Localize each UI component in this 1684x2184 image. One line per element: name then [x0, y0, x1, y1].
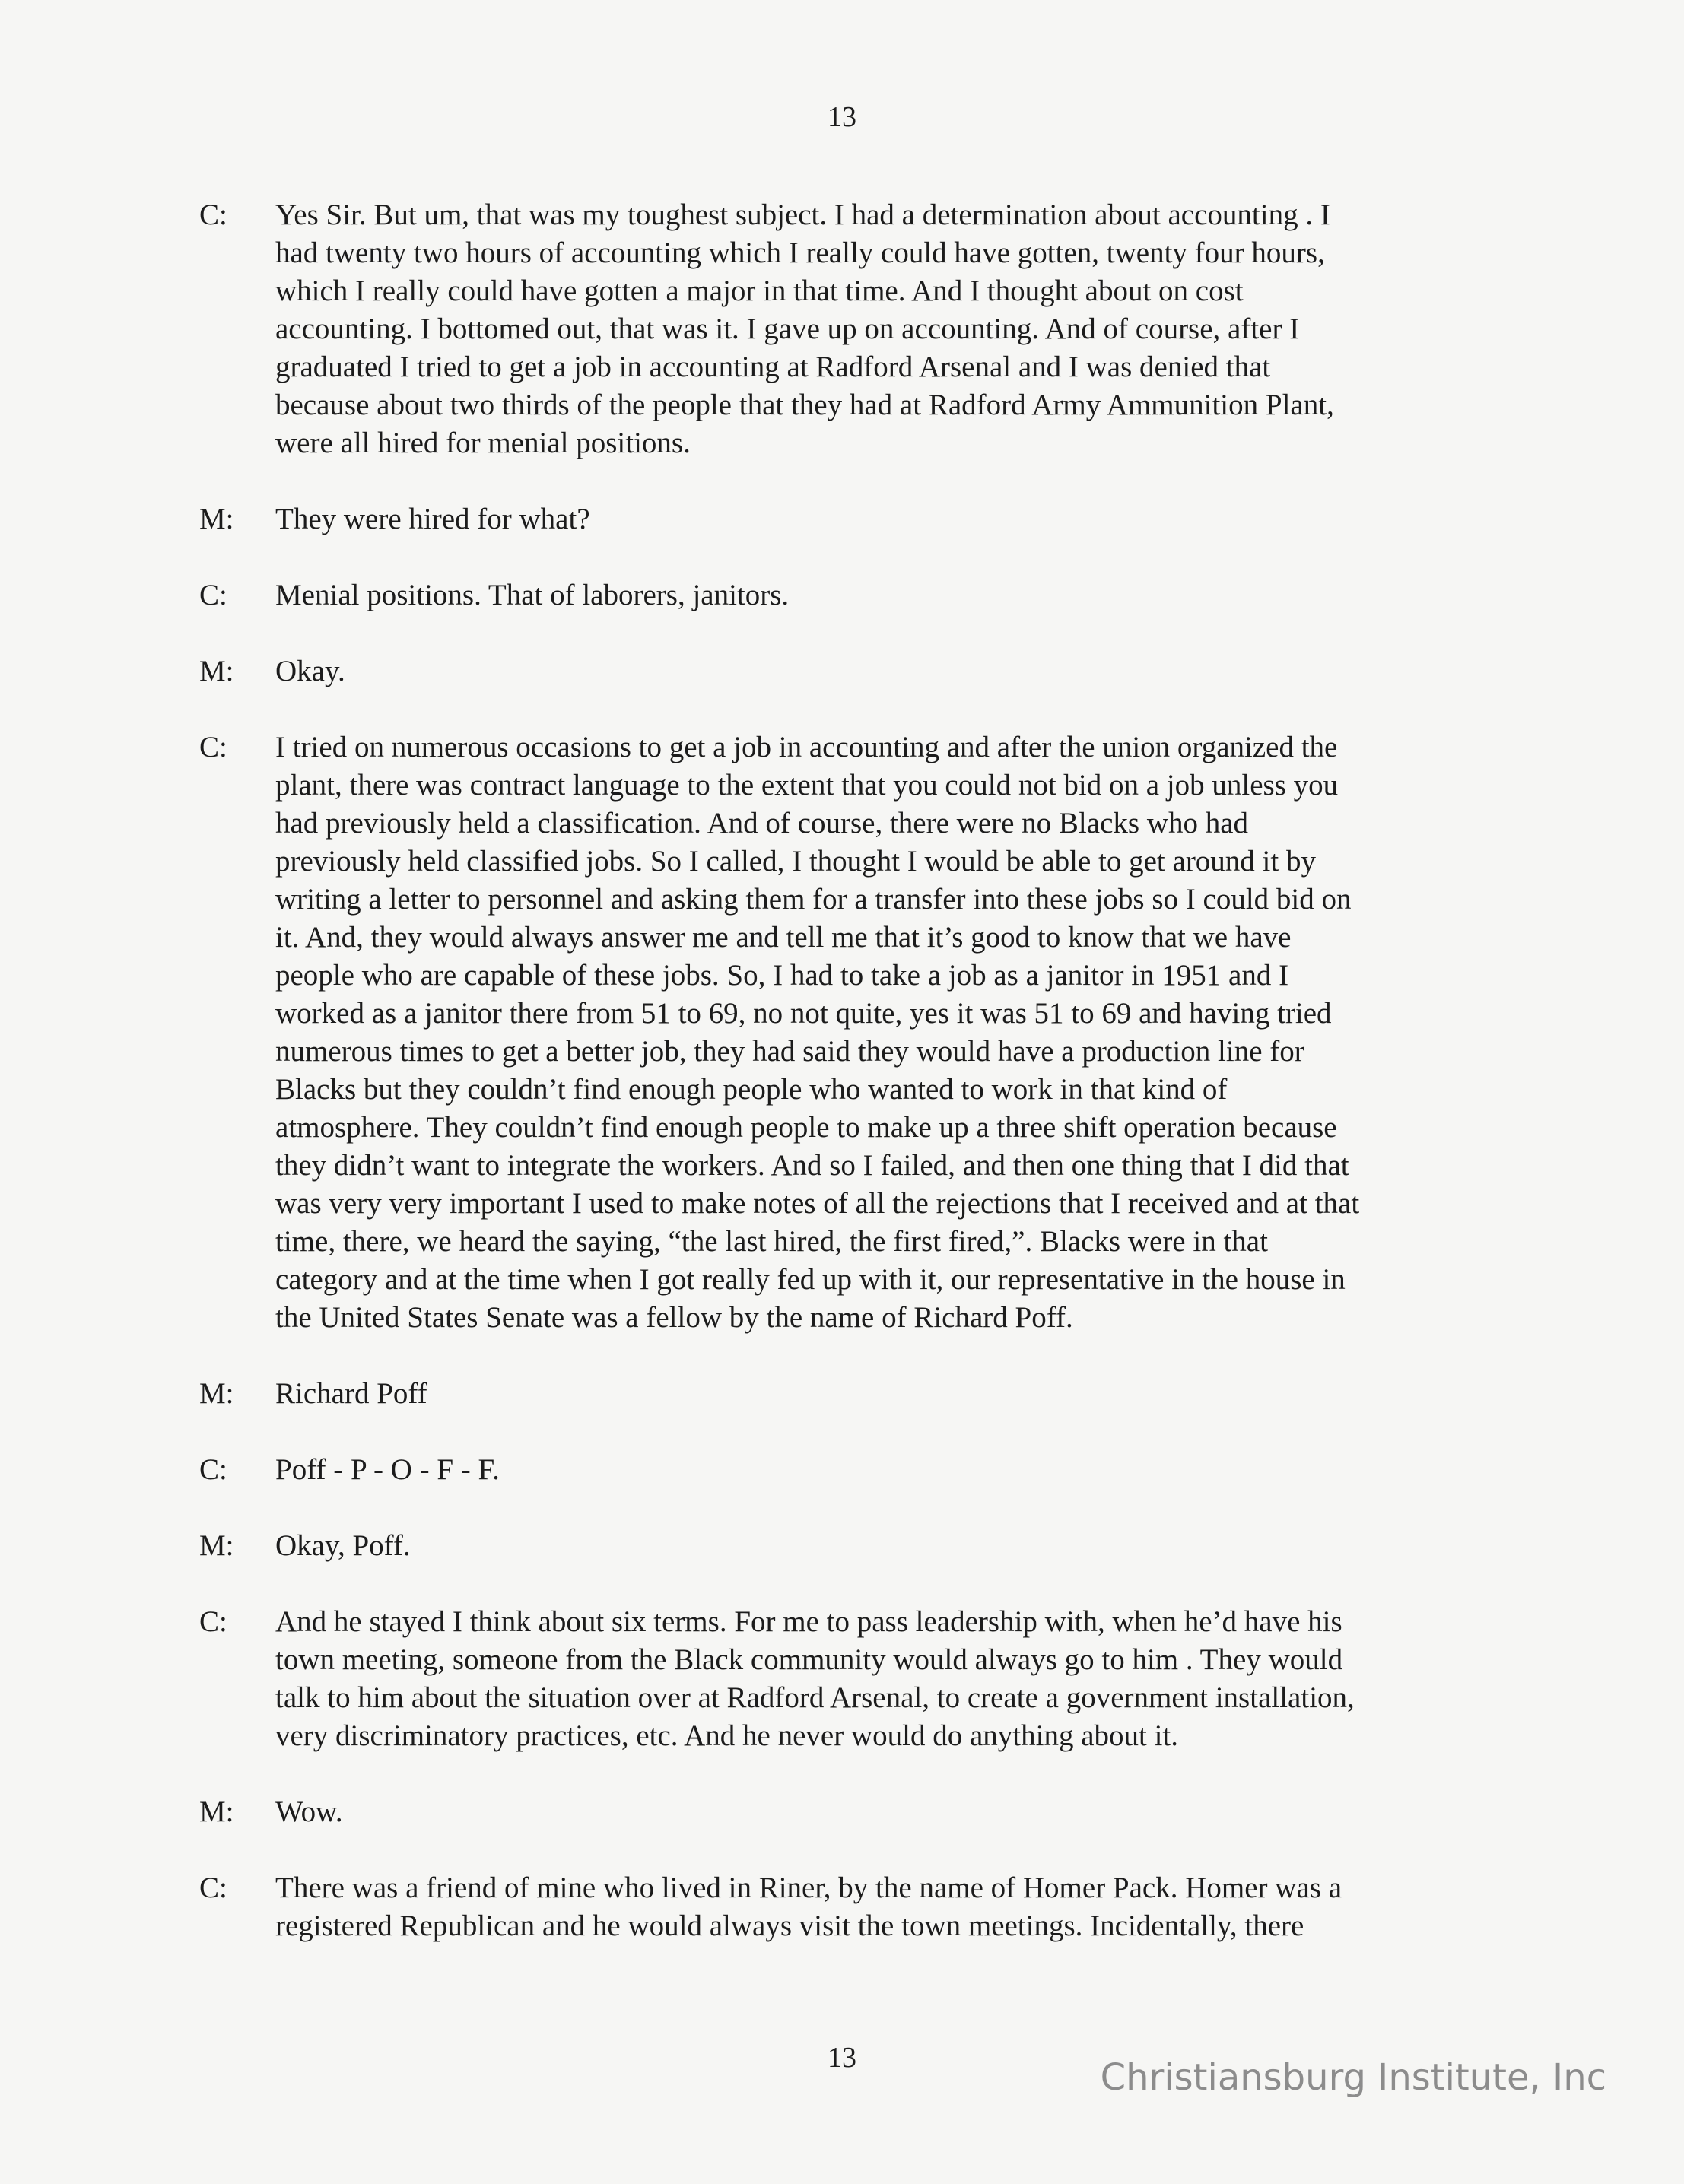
- transcript-turn: [199, 576, 1508, 614]
- utterance-line: numerous times to get a better job, they had said they would have a production line for: [275, 1035, 1304, 1068]
- transcript-turn: [199, 1869, 1508, 1945]
- speaker-label: C:: [199, 1605, 227, 1638]
- utterance-line: which I really could have gotten a major in that time. And I thought about on cost: [275, 275, 1244, 307]
- utterance: [275, 196, 1508, 462]
- watermark: Christiansburg Institute, Inc: [1100, 2056, 1606, 2099]
- speaker-label: C:: [199, 1871, 227, 1904]
- transcript-turn: [199, 196, 1508, 462]
- page-number-top: 13: [828, 101, 856, 133]
- utterance-line: Menial positions. That of laborers, janitors.: [275, 579, 790, 611]
- utterance-line: And he stayed I think about six terms. For me to pass leadership with, when he’d have his: [275, 1605, 1342, 1638]
- transcript-turn: [199, 1793, 1508, 1831]
- utterance: [275, 652, 1508, 690]
- utterance: [275, 500, 1508, 538]
- utterance-line: town meeting, someone from the Black community would always go to him . They would: [275, 1643, 1343, 1676]
- turn-spacer: [199, 1755, 1508, 1793]
- speaker-label: M:: [199, 1795, 234, 1828]
- utterance: [275, 729, 1508, 1337]
- utterance: [275, 1527, 1508, 1565]
- utterance: [275, 1793, 1508, 1831]
- transcript: [199, 196, 1508, 1945]
- utterance: [275, 1375, 1508, 1413]
- transcript-turn: [199, 1603, 1508, 1755]
- transcript-turn: [199, 652, 1508, 690]
- utterance-line: Richard Poff: [275, 1377, 427, 1410]
- speaker-label: M:: [199, 1529, 234, 1562]
- utterance-line: the United States Senate was a fellow by the name of Richard Poff.: [275, 1301, 1073, 1334]
- speaker-label: C:: [199, 198, 227, 231]
- utterance-line: plant, there was contract language to the extent that you could not bid on a job unless you: [275, 769, 1339, 802]
- turn-spacer: [199, 1565, 1508, 1603]
- transcript-turn: [199, 1451, 1508, 1489]
- utterance-line: I tried on numerous occasions to get a job in accounting and after the union organized the: [275, 731, 1338, 763]
- utterance-line: Okay.: [275, 655, 345, 687]
- utterance-line: atmosphere. They couldn’t find enough people to make up a three shift operation because: [275, 1111, 1337, 1144]
- turn-spacer: [199, 1489, 1508, 1527]
- utterance-line: graduated I tried to get a job in accounting at Radford Arsenal and I was denied that: [275, 351, 1271, 383]
- turn-spacer: [199, 1413, 1508, 1451]
- utterance-line: writing a letter to personnel and asking them for a transfer into these jobs so I could bid on: [275, 883, 1352, 916]
- utterance: [275, 576, 1508, 614]
- utterance-line: registered Republican and he would always visit the town meetings. Incidentally, there: [275, 1909, 1304, 1942]
- utterance-line: talk to him about the situation over at Radford Arsenal, to create a government installation,: [275, 1681, 1355, 1714]
- utterance-line: There was a friend of mine who lived in Riner, by the name of Homer Pack. Homer was a: [275, 1871, 1342, 1904]
- page-number-bottom: 13: [828, 2042, 856, 2074]
- utterance-line: Blacks but they couldn’t find enough people who wanted to work in that kind of: [275, 1073, 1228, 1106]
- utterance-line: accounting. I bottomed out, that was it. I gave up on accounting. And of course, after I: [275, 313, 1300, 345]
- utterance-line: Yes Sir. But um, that was my toughest subject. I had a determination about accounting . I: [275, 198, 1330, 231]
- utterance-line: had twenty two hours of accounting which I really could have gotten, twenty four hours,: [275, 236, 1325, 269]
- utterance-line: because about two thirds of the people that they had at Radford Army Ammunition Plant,: [275, 389, 1334, 421]
- speaker-label: C:: [199, 579, 227, 611]
- utterance-line: time, there, we heard the saying, “the last hired, the first fired,”. Blacks were in that: [275, 1225, 1268, 1258]
- turn-spacer: [199, 462, 1508, 500]
- utterance: [275, 1603, 1508, 1755]
- speaker-label: M:: [199, 503, 234, 535]
- utterance-line: very discriminatory practices, etc. And he never would do anything about it.: [275, 1719, 1179, 1752]
- transcript-turn: [199, 1527, 1508, 1565]
- speaker-label: M:: [199, 655, 234, 687]
- utterance-line: Poff - P - O - F - F.: [275, 1453, 500, 1486]
- turn-spacer: [199, 1337, 1508, 1375]
- transcript-turn: [199, 729, 1508, 1337]
- utterance-line: Okay, Poff.: [275, 1529, 411, 1562]
- utterance-line: were all hired for menial positions.: [275, 427, 691, 459]
- utterance-line: people who are capable of these jobs. So, I had to take a job as a janitor in 1951 and I: [275, 959, 1289, 992]
- utterance-line: was very very important I used to make notes of all the rejections that I received and at that: [275, 1187, 1360, 1220]
- speaker-label: M:: [199, 1377, 234, 1410]
- utterance-line: they didn’t want to integrate the workers. And so I failed, and then one thing that I did that: [275, 1149, 1349, 1182]
- utterance-line: had previously held a classification. And of course, there were no Blacks who had: [275, 807, 1249, 840]
- utterance-line: Wow.: [275, 1795, 343, 1828]
- utterance-line: category and at the time when I got really fed up with it, our representative in the house in: [275, 1263, 1346, 1296]
- turn-spacer: [199, 614, 1508, 652]
- speaker-label: C:: [199, 1453, 227, 1486]
- speaker-label: C:: [199, 731, 227, 763]
- utterance-line: worked as a janitor there from 51 to 69, no not quite, yes it was 51 to 69 and having tried: [275, 997, 1332, 1030]
- turn-spacer: [199, 538, 1508, 576]
- utterance: [275, 1451, 1508, 1489]
- transcript-turn: [199, 1375, 1508, 1413]
- transcript-turn: [199, 500, 1508, 538]
- turn-spacer: [199, 1831, 1508, 1869]
- turn-spacer: [199, 690, 1508, 729]
- utterance-line: They were hired for what?: [275, 503, 590, 535]
- utterance-line: it. And, they would always answer me and tell me that it’s good to know that we have: [275, 921, 1292, 954]
- utterance-line: previously held classified jobs. So I called, I thought I would be able to get around it by: [275, 845, 1316, 878]
- utterance: [275, 1869, 1508, 1945]
